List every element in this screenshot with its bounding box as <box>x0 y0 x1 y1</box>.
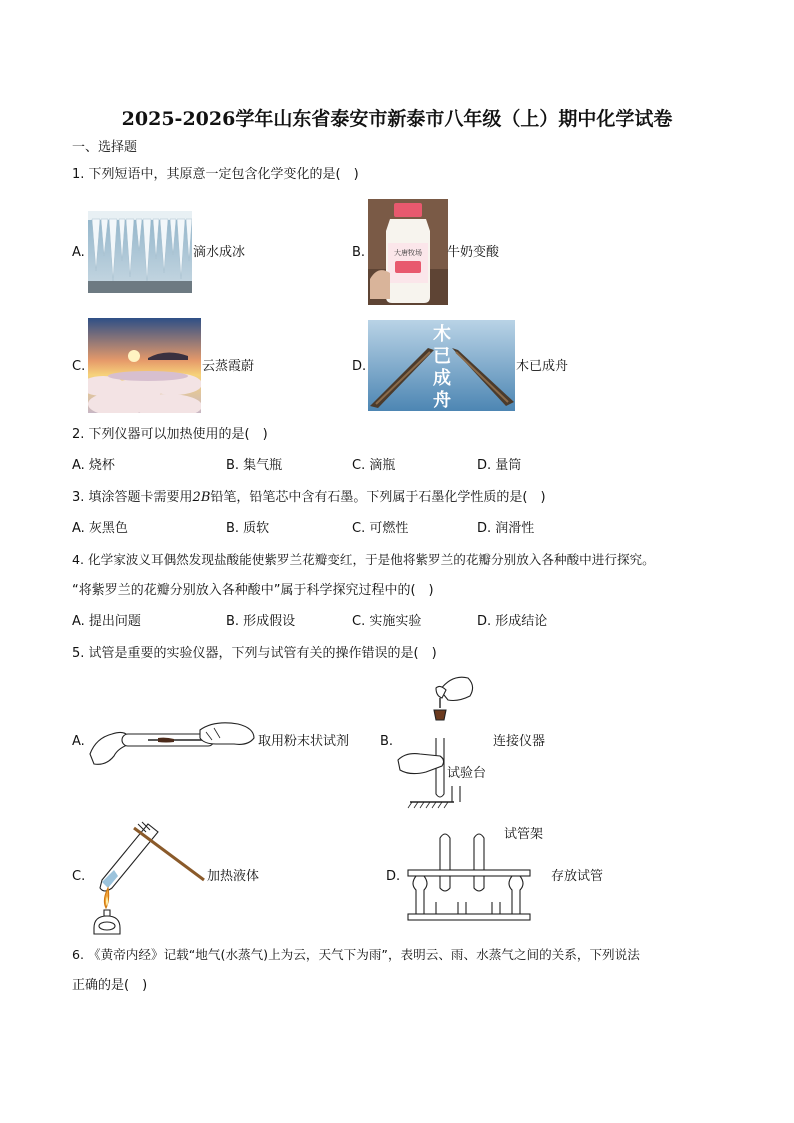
q4-option-b[interactable]: B. 形成假设 <box>226 614 296 629</box>
q5-option-c-letter[interactable]: C. <box>72 869 86 884</box>
q3-option-a[interactable]: A. 灰黑色 <box>72 521 128 536</box>
q1-option-a-letter[interactable]: A. <box>72 245 85 260</box>
q3-stem-post: 铅笔，铅笔芯中含有石墨。下列属于石墨化学性质的是( ) <box>210 490 546 505</box>
q1-option-c-label: 云蒸霞蔚 <box>202 359 255 374</box>
boat-caption-char-2: 已 <box>433 346 451 367</box>
q2-option-c[interactable]: C. 滴瓶 <box>352 458 396 473</box>
q1-option-b-label: 牛奶变酸 <box>447 245 500 260</box>
section-heading: 一、选择题 <box>72 140 138 155</box>
boat-caption-char-1: 木 <box>433 324 451 345</box>
q5-option-d-letter[interactable]: D. <box>386 869 401 884</box>
q5-option-b-table-label: 试验台 <box>447 766 487 781</box>
q1-option-d-letter[interactable]: D. <box>352 359 367 374</box>
q1-option-c-letter[interactable]: C. <box>72 359 86 374</box>
bottle-brand-text: 大唐牧场 <box>394 249 422 257</box>
q3-stem-pre: 3. 填涂答题卡需要用 <box>72 490 193 505</box>
q5-option-d-rack-label: 试管架 <box>504 827 544 842</box>
q1-option-d-label: 木已成舟 <box>516 359 569 374</box>
q2-option-a[interactable]: A. 烧杯 <box>72 458 115 473</box>
q3-option-b[interactable]: B. 质软 <box>226 521 270 536</box>
question-1-stem: 1. 下列短语中，其原意一定包含化学变化的是( ) <box>72 167 359 182</box>
q4-option-a[interactable]: A. 提出问题 <box>72 614 141 629</box>
q5-option-d-label: 存放试管 <box>551 869 604 884</box>
q3-stem-var: 2B <box>192 490 211 505</box>
q4-option-c[interactable]: C. 实施实验 <box>352 614 422 629</box>
question-3-stem <box>72 489 546 507</box>
q3-option-d[interactable]: D. 润滑性 <box>477 521 535 536</box>
q1-boats-image <box>368 320 515 411</box>
q5-powder-sampling-illustration <box>88 710 256 768</box>
boat-caption-char-3: 成 <box>433 368 451 389</box>
question-5-stem: 5. 试管是重要的实验仪器，下列与试管有关的操作错误的是( ) <box>72 646 437 661</box>
q5-connecting-apparatus-illustration <box>396 668 476 810</box>
q1-option-b-letter[interactable]: B. <box>352 245 366 260</box>
boat-caption-char-4: 舟 <box>433 390 451 411</box>
q5-option-a-letter[interactable]: A. <box>72 734 85 749</box>
question-4-stem-line-1: 4. 化学家波义耳偶然发现盐酸能使紫罗兰花瓣变红，于是他将紫罗兰的花瓣分别放入各种酸中进行探究。 <box>72 552 655 567</box>
question-4-stem-line-2: “将紫罗兰的花瓣分别放入各种酸中”属于科学探究过程中的( ) <box>72 583 434 598</box>
question-2-stem: 2. 下列仪器可以加热使用的是( ) <box>72 427 268 442</box>
q4-option-d[interactable]: D. 形成结论 <box>477 614 548 629</box>
q5-option-a-label: 取用粉末状试剂 <box>258 734 350 749</box>
q5-option-c-label: 加热液体 <box>207 869 260 884</box>
q2-option-d[interactable]: D. 量筒 <box>477 458 522 473</box>
q3-option-c[interactable]: C. 可燃性 <box>352 521 409 536</box>
q1-icicles-image <box>88 211 192 293</box>
question-6-stem-line-1: 6. 《黄帝内经》记载“地气(水蒸气)上为云，天气下为雨”，表明云、雨、水蒸气之间的关系，下列说法 <box>72 947 640 962</box>
q5-option-b-label: 连接仪器 <box>493 734 546 749</box>
page-title: 2025-2026学年山东省泰安市新泰市八年级（上）期中化学试卷 <box>121 108 673 130</box>
q5-option-b-letter[interactable]: B. <box>380 734 394 749</box>
q2-option-b[interactable]: B. 集气瓶 <box>226 458 283 473</box>
q5-heating-liquid-illustration <box>88 810 206 938</box>
q1-option-a-label: 滴水成冰 <box>193 245 246 260</box>
q1-milk-bottle-image <box>368 199 448 305</box>
q1-sea-of-clouds-image <box>88 318 201 413</box>
question-6-stem-line-2: 正确的是( ) <box>72 978 148 993</box>
